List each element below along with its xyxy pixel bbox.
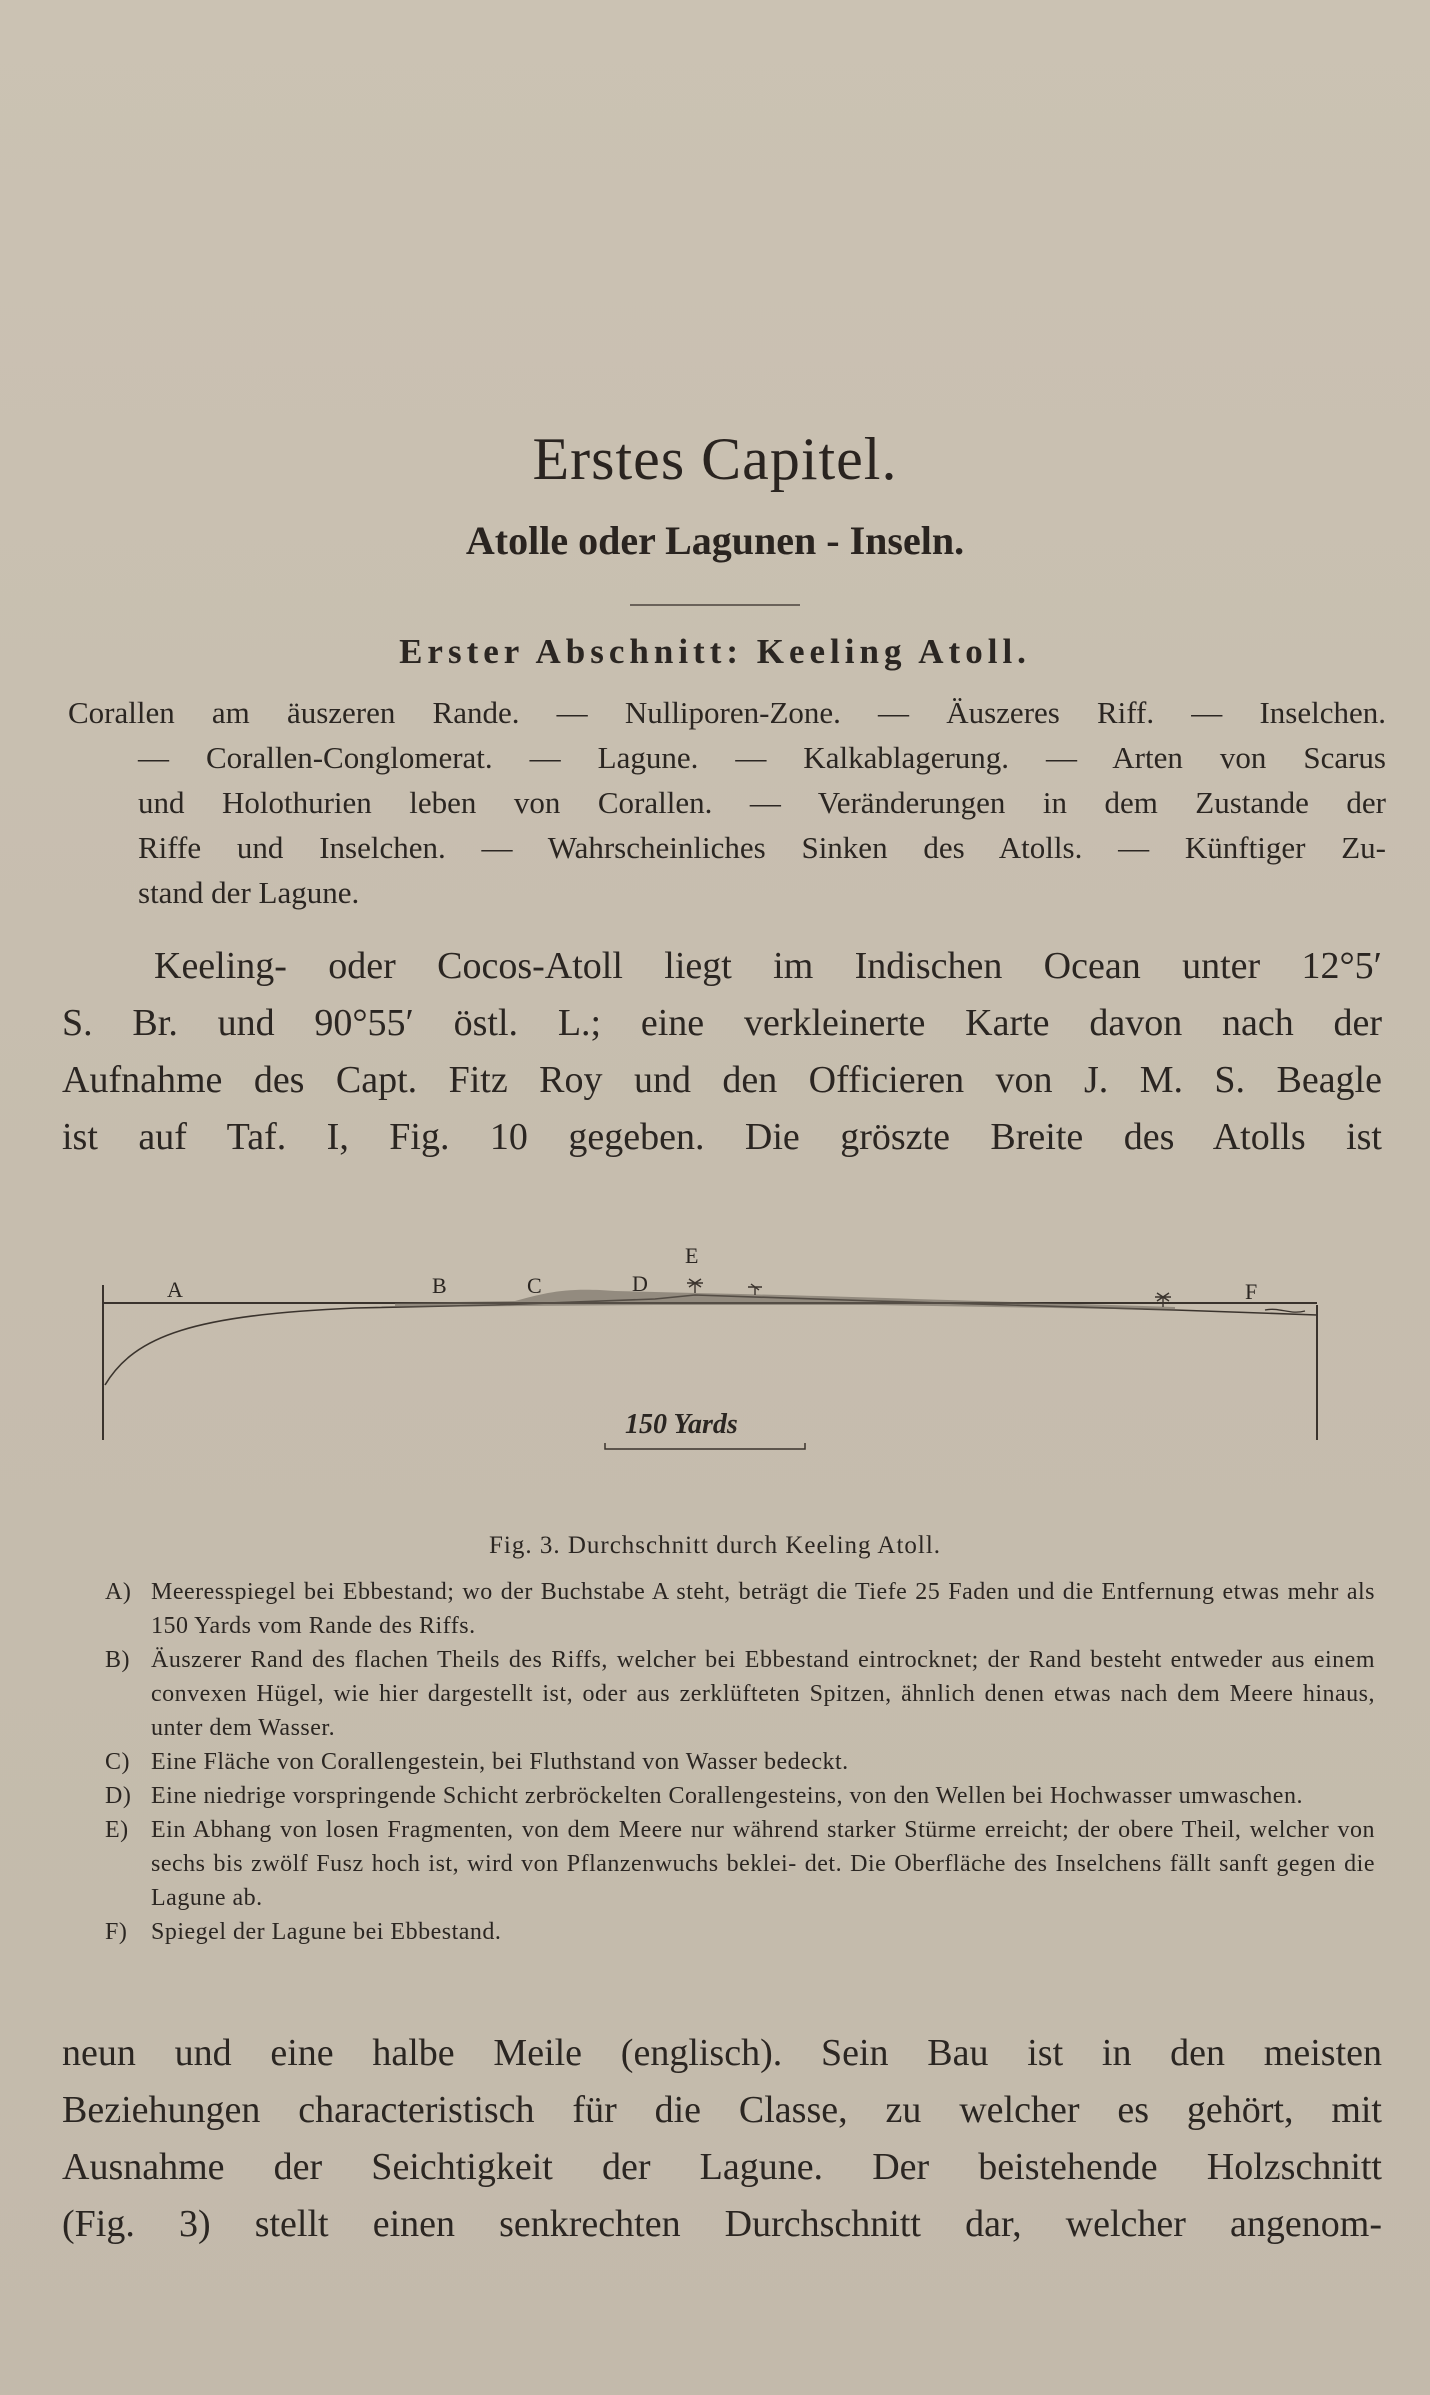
label-c: C xyxy=(527,1273,542,1298)
legend-text: Meeresspiegel bei Ebbestand; wo der Buchstabe A steht, beträgt die Tiefe 25 Faden und die Entfernung etwas mehr als 150 Yards vom Rande des Riffs. xyxy=(151,1579,1375,1639)
text-line: neun und eine halbe Meile (englisch). Sein Bau ist in den meisten xyxy=(62,2032,1382,2074)
label-e: E xyxy=(685,1243,699,1268)
text-line: S. Br. und 90°55′ östl. L.; eine verkleinerte Karte davon nach der xyxy=(62,1002,1382,1044)
figure-legend xyxy=(105,1575,1375,1949)
legend-text: Eine Fläche von Corallengestein, bei Fluthstand von Wasser bedeckt. xyxy=(151,1749,849,1775)
intro-paragraph xyxy=(62,938,1382,1166)
palm-icon xyxy=(1155,1293,1171,1307)
palm-icon xyxy=(687,1279,703,1293)
summary-line: und Holothurien leben von Corallen. — Veränderungen in dem Zustande der xyxy=(138,785,1386,820)
legend-item xyxy=(105,1779,1375,1813)
section-title: Erster Abschnitt: Keeling Atoll. xyxy=(399,632,1031,671)
label-a: A xyxy=(167,1277,183,1302)
label-b: B xyxy=(432,1273,447,1298)
scale-bar xyxy=(605,1443,805,1449)
text-line: Beziehungen characteristisch für die Classe, zu welcher es gehört, mit xyxy=(62,2089,1382,2131)
text-line: Ausnahme der Seichtigkeit der Lagune. Der beistehende Holzschnitt xyxy=(62,2146,1382,2188)
label-f: F xyxy=(1245,1279,1258,1304)
legend-text: Ein Abhang von losen Fragmenten, von dem Meere nur während starker Stürme erreicht; der obere Theil, welcher von sechs bis zwölf Fusz hoch ist, wird von Pflanzenwuchs beklei- det. Die Oberfläche des Inselchens fällt sanft gegen die Lagune ab. xyxy=(151,1817,1375,1911)
lagoon-wave xyxy=(1265,1309,1305,1312)
closing-paragraph xyxy=(62,2025,1382,2253)
legend-text: Spiegel der Lagune bei Ebbestand. xyxy=(151,1919,502,1945)
island-mass xyxy=(395,1290,1175,1310)
legend-text: Äuszerer Rand des flachen Theils des Riffs, welcher bei Ebbestand eintrocknet; der Rand besteht entweder aus einem convexen Hügel, wie hier dargestellt ist, oder aus zerklüfteten Spitzen, ähnlich denen etwas nach dem Meere hinaus, unter dem Wasser. xyxy=(151,1647,1375,1741)
legend-key: E) xyxy=(105,1817,129,1843)
summary-line: Riffe und Inselchen. — Wahrscheinliches Sinken des Atolls. — Künftiger Zu- xyxy=(138,830,1386,865)
legend-key: D) xyxy=(105,1783,132,1809)
legend-item xyxy=(105,1745,1375,1779)
shrub-icon xyxy=(748,1284,762,1295)
legend-key: B) xyxy=(105,1647,130,1673)
legend-key: A) xyxy=(105,1579,132,1605)
legend-key: C) xyxy=(105,1749,130,1775)
legend-text: Eine niedrige vorspringende Schicht zerbröckelten Corallengesteins, von den Wellen bei Hochwasser umwaschen. xyxy=(151,1783,1303,1809)
text-line: (Fig. 3) stellt einen senkrechten Durchschnitt dar, welcher angenom- xyxy=(62,2203,1382,2245)
summary-line: Corallen am äuszeren Rande. — Nulliporen-Zone. — Äuszeres Riff. — Inselchen. xyxy=(68,695,1386,730)
legend-item xyxy=(105,1813,1375,1915)
text-line: ist auf Taf. I, Fig. 10 gegeben. Die gröszte Breite des Atolls ist xyxy=(62,1116,1382,1158)
chapter-title: Erstes Capitel. xyxy=(532,426,898,492)
scale-label: 150 Yards xyxy=(625,1409,738,1440)
text-line: Keeling- oder Cocos-Atoll liegt im Indischen Ocean unter 12°5′ xyxy=(154,945,1382,987)
legend-key: F) xyxy=(105,1919,128,1945)
atoll-cross-section-figure xyxy=(95,1235,1335,1475)
legend-item xyxy=(105,1915,1375,1949)
legend-item xyxy=(105,1643,1375,1745)
chapter-subtitle: Atolle oder Lagunen - Inseln. xyxy=(465,518,965,563)
legend-item xyxy=(105,1575,1375,1643)
title-divider xyxy=(630,604,800,606)
figure-caption: Fig. 3. Durchschnitt durch Keeling Atoll. xyxy=(488,1532,942,1559)
summary-line: stand der Lagune. xyxy=(138,875,360,910)
summary-line: — Corallen-Conglomerat. — Lagune. — Kalkablagerung. — Arten von Scarus xyxy=(138,740,1386,775)
section-summary xyxy=(68,690,1386,915)
label-d: D xyxy=(632,1271,648,1296)
text-line: Aufnahme des Capt. Fitz Roy und den Officieren von J. M. S. Beagle xyxy=(62,1059,1382,1101)
